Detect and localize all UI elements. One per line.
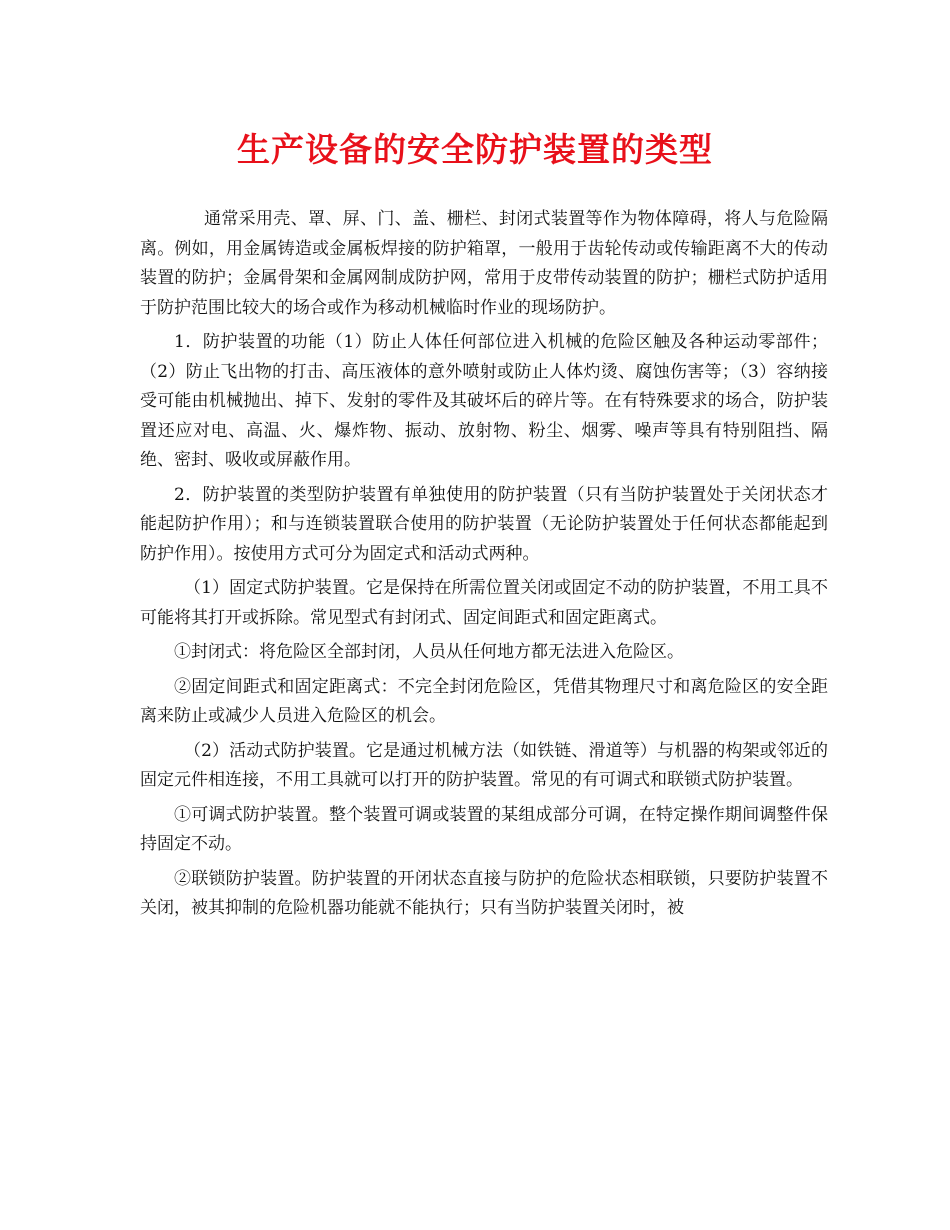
paragraph-adjustable: ①可调式防护装置。整个装置可调或装置的某组成部分可调，在特定操作期间调整件保持固定不动。 [140, 804, 828, 854]
paragraph-intro: 通常采用壳、罩、屏、门、盖、栅栏、封闭式装置等作为物体障碍，将人与危险隔离。例如，用金属铸造或金属板焊接的防护箱罩，一般用于齿轮传动或传输距离不大的传动装置的防护；金属骨架和金属网制成防护网，常用于皮带传动装置的防护；栅栏式防护适用于防护范围比较大的场合或作为移动机械临时作业的现场防护。 [140, 209, 828, 318]
paragraph-interlocked: ②联锁防护装置。防护装置的开闭状态直接与防护的危险状态相联锁，只要防护装置不关闭，被其抑制的危险机器功能就不能执行；只有当防护装置关闭时，被 [140, 868, 828, 918]
paragraph-types: 2．防护装置的类型防护装置有单独使用的防护装置（只有当防护装置处于关闭状态才能起防护作用）；和与连锁装置联合使用的防护装置（无论防护装置处于任何状态都能起到防护作用）。按使用方式可分为固定式和活动式两种。 [140, 484, 828, 564]
paragraph-enclosed: ①封闭式：将危险区全部封闭，人员从任何地方都无法进入危险区。 [174, 642, 684, 662]
paragraph-function: 1．防护装置的功能（1）防止人体任何部位进入机械的危险区触及各种运动零部件；（2）防止飞出物的打击、高压液体的意外喷射或防止人体灼烫、腐蚀伤害等；（3）容纳接受可能由机械抛出、掉下、发射的零件及其破坏后的碎片等。在有特殊要求的场合，防护装置还应对电、高温、火、爆炸物、振动、放射物、粉尘、烟雾、噪声等具有特别阻挡、隔绝、密封、吸收或屏蔽作用。 [140, 332, 828, 470]
page-title: 生产设备的安全防护装置的类型 [237, 130, 713, 169]
document-body [140, 205, 828, 929]
paragraph-movable-guard: （2）活动式防护装置。它是通过机械方法（如铁链、滑道等）与机器的构架或邻近的固定元件相连接，不用工具就可以打开的防护装置。常见的有可调式和联锁式防护装置。 [140, 740, 828, 790]
paragraph-fixed-distance: ②固定间距式和固定距离式：不完全封闭危险区，凭借其物理尺寸和离危险区的安全距离来防止或减少人员进入危险区的机会。 [140, 676, 828, 726]
paragraph-fixed-guard: （1）固定式防护装置。它是保持在所需位置关闭或固定不动的防护装置，不用工具不可能将其打开或拆除。常见型式有封闭式、固定间距式和固定距离式。 [140, 578, 828, 628]
